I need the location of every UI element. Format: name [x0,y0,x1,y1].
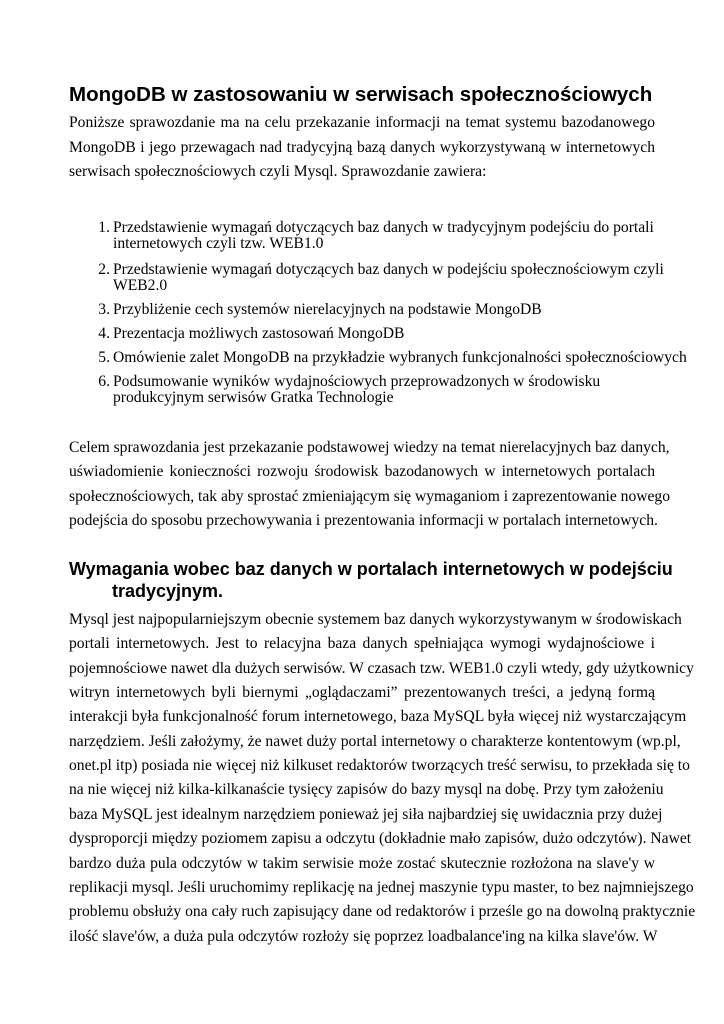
section-line: onet.pl itp) posiada nie więcej niż kilkuset redaktorów tworzących treść serwisu, to przekłada się to [69,757,690,775]
list-item-number: 5. [98,349,110,366]
list-item-number: 1. [98,219,110,236]
section-line: na nie więcej niż kilka-kilkanaście tysięcy zapisów do bazy mysql na dobę. Przy tym założeniu [69,781,664,799]
list-item-text: Prezentacja możliwych zastosowań MongoDB [113,325,405,342]
goal-line: Celem sprawozdania jest przekazanie podstawowej wiedzy na temat nierelacyjnych baz danych, [69,439,670,456]
section-line: replikacji mysql. Jeśli uruchomimy replikację na jednej maszynie typu master, to bez najmniejszego [69,878,694,896]
section-line: interakcji była funkcjonalność forum internetowego, baza MySQL była więcej niż wystarczającym [69,708,687,726]
section-line: pojemnościowe nawet dla dużych serwisów. W czasach tzw. WEB1.0 czyli wtedy, gdy użytkownicy [69,659,694,677]
list-item-text: produkcyjnym serwisów Gratka Technologie [113,389,394,406]
section-line: ilość slave'ów, a duża pula odczytów rozłoży się poprzez loadbalance'ing na kilka slave'ów. W [69,927,658,945]
intro-line: MongoDB i jego przewagach nad tradycyjną bazą danych wykorzystywaną w internetowych [69,138,655,156]
list-item-number: 2. [98,261,110,278]
list-item-text: Przedstawienie wymagań dotyczących baz danych w tradycyjnym podejściu do portali [113,219,654,236]
goal-line: społecznościowych, tak aby sprostać zmieniającym się wymaganiom i zaprezentowanie nowego [69,487,671,505]
section-line: portali internetowych. Jest to relacyjna baza danych spełniająca wymogi wydajnościowe i [69,635,655,653]
list-item-text: internetowych czyli tzw. WEB1.0 [113,235,324,252]
section-heading-line-1: Wymagania wobec baz danych w portalach internetowych w podejściu [69,559,673,579]
list-item-number: 4. [98,325,110,342]
list-item-number: 6. [98,373,110,390]
section-line: dysproporcji między poziomem zapisu a odczytu (dokładnie mało zapisów, dużo odczytów). Nawet [69,830,692,848]
list-item-text: Omówienie zalet MongoDB na przykładzie wybranych funkcjonalności społecznościowych [113,349,687,366]
section-line: narzędziem. Jeśli założymy, że nawet duży portal internetowy o charakterze kontentowym (wp.pl, [69,732,681,750]
section-line: problemu obsłuży ona cały ruch zapisujący dane od redaktorów i prześle go na dowolną praktycznie [69,903,696,921]
list-item-number: 3. [98,301,110,318]
goal-line: podejścia do sposobu przechowywania i prezentowania informacji w portalach internetowych. [69,512,658,530]
section-heading-line-2: tradycyjnym. [112,581,224,601]
document-title: MongoDB w zastosowaniu w serwisach społecznościowych [69,83,653,106]
section-line: bardzo duża pula odczytów w takim serwisie może zostać skutecznie rozłożona na slave'y w [69,854,655,872]
list-item-text: Podsumowanie wyników wydajnościowych przeprowadzonych w środowisku [113,373,601,390]
section-line: witryn internetowych byli biernymi „oglądaczami” prezentowanych treści, a jedyną formą [69,684,655,702]
list-item-text: WEB2.0 [113,277,168,294]
intro-line: serwisach społecznościowych czyli Mysql. Sprawozdanie zawiera: [69,163,487,180]
goal-line: uświadomienie konieczności rozwoju środowisk bazodanowych w internetowych portalach [69,463,655,481]
intro-line: Poniższe sprawozdanie ma na celu przekazanie informacji na temat systemu bazodanowego [69,114,655,131]
list-item-text: Przedstawienie wymagań dotyczących baz danych w podejściu społecznościowym czyli [113,261,664,278]
list-item-text: Przybliżenie cech systemów nierelacyjnych na podstawie MongoDB [113,301,542,318]
section-line: baza MySQL jest idealnym narzędziem ponieważ jej siła najbardziej się uwidacznia przy dużej [69,805,663,823]
section-line: Mysql jest najpopularniejszym obecnie systemem baz danych wykorzystywanym w środowiskach [69,611,682,628]
